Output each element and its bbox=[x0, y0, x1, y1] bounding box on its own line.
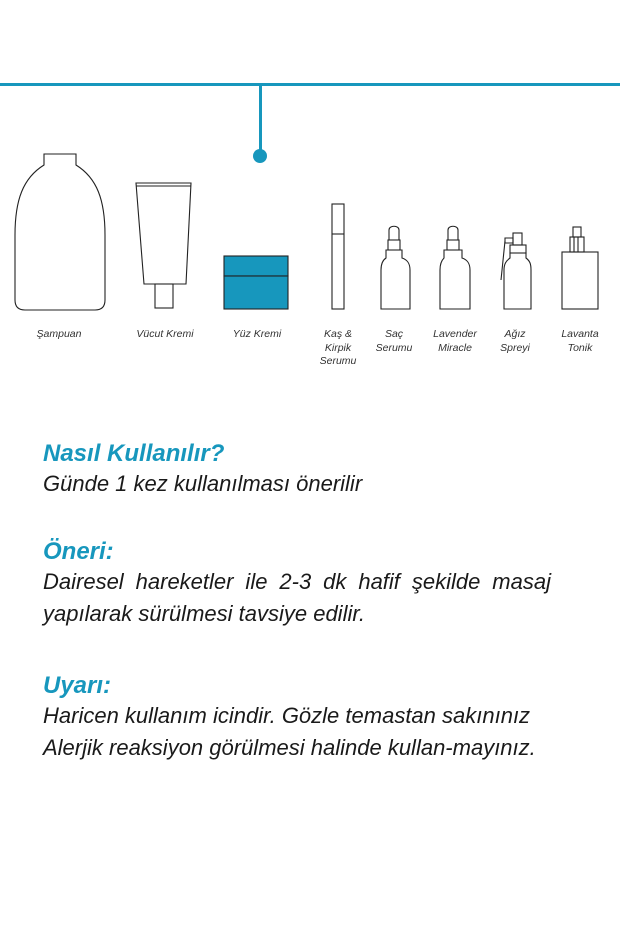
product-label-hair-serum: Saç Serumu bbox=[375, 328, 413, 354]
shampoo-bottle-icon bbox=[15, 154, 105, 310]
cream-tube-icon bbox=[136, 183, 191, 308]
usage-text: Günde 1 kez kullanılması önerilir bbox=[43, 471, 363, 496]
lash-serum-icon bbox=[332, 204, 344, 309]
suggestion-section bbox=[43, 538, 551, 630]
face-cream-jar-icon bbox=[224, 256, 288, 309]
dropper-bottle-icon bbox=[381, 226, 410, 309]
product-label-lavender-tonic: Lavanta Tonik bbox=[561, 328, 599, 354]
dropper-bottle-icon bbox=[440, 226, 470, 309]
product-label-body-cream: Vücut Kremi bbox=[136, 328, 194, 340]
warning-text-1: Haricen kullanım icindir. Gözle temastan sakınınız bbox=[43, 703, 531, 728]
product-label-shampoo: Şampuan bbox=[36, 328, 82, 340]
accent-top-line bbox=[0, 83, 620, 86]
warning-text-2: Alerjik reaksiyon görülmesi halinde kullan-mayınız. bbox=[43, 735, 536, 760]
product-label-lash-serum: Kaş & Kirpik Serumu bbox=[319, 328, 357, 367]
product-label-mouth-spray: Ağız Spreyi bbox=[500, 328, 530, 354]
spray-bottle-icon bbox=[501, 233, 531, 309]
usage-heading: Nasıl Kullanılır? bbox=[43, 440, 225, 467]
suggestion-text: Dairesel hareketler ile 2-3 dk hafif şekilde masaj yapılarak sürülmesi tavsiye edilir. bbox=[43, 569, 551, 626]
warning-section bbox=[43, 672, 551, 764]
suggestion-heading: Öneri: bbox=[43, 538, 114, 565]
product-lineup bbox=[0, 140, 620, 320]
pump-bottle-icon bbox=[562, 227, 598, 309]
warning-heading: Uyarı: bbox=[43, 672, 112, 699]
product-label-lavender-miracle: Lavender Miracle bbox=[433, 328, 477, 354]
usage-section bbox=[43, 440, 551, 500]
product-label-face-cream: Yüz Kremi bbox=[232, 328, 282, 340]
